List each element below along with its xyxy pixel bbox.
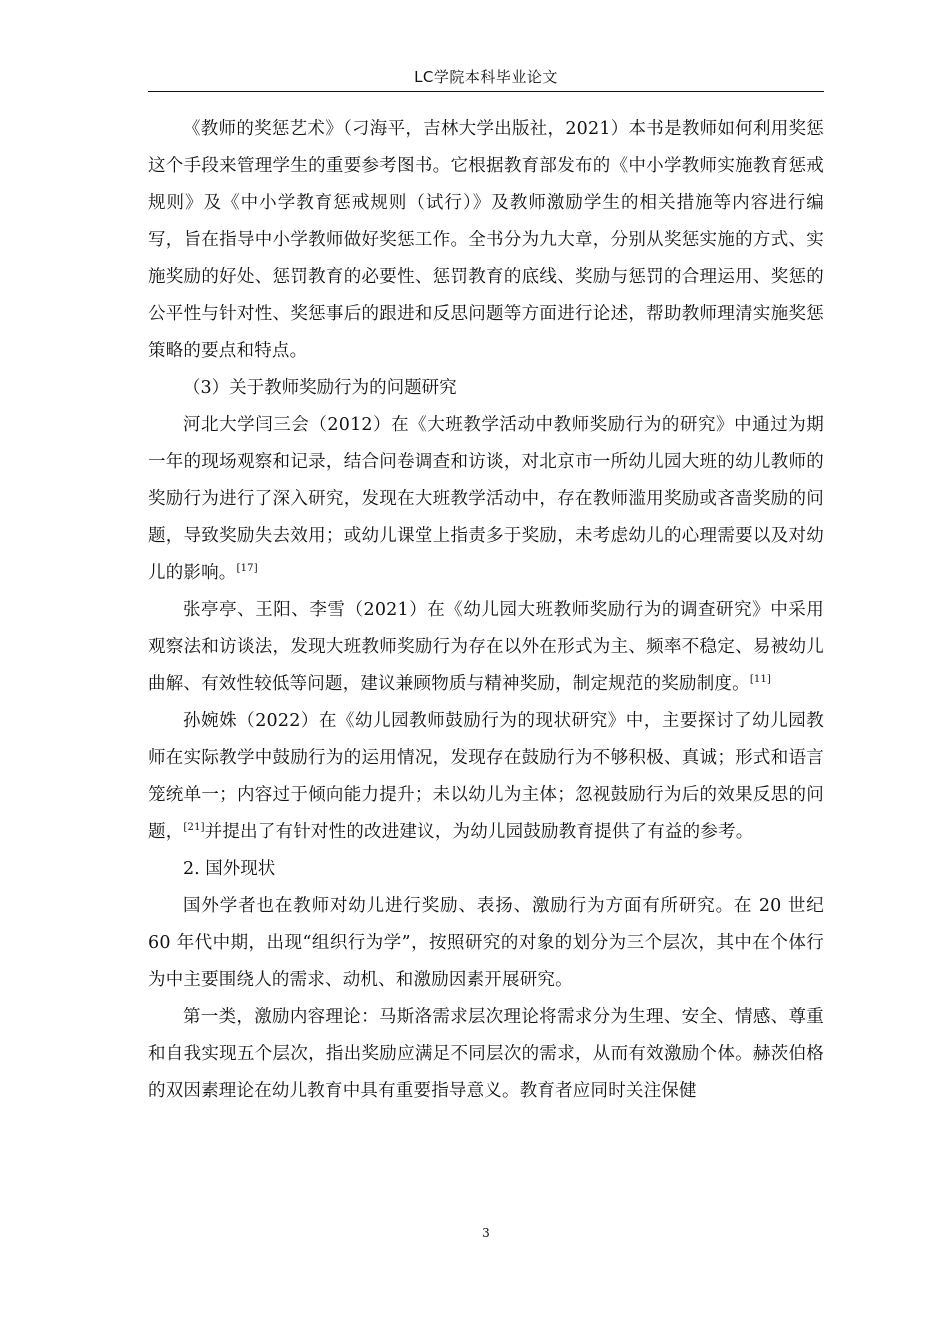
paragraph-sun-wanshu	[148, 703, 824, 851]
citation-21: [21]	[183, 822, 205, 834]
paragraph-yan-text: 河北大学闫三会（2012）在《大班教学活动中教师奖励行为的研究》中通过为期一年的现场观察和记录，结合问卷调查和访谈，对北京市一所幼儿园大班的幼儿教师的奖励行为进行了深入研究，发现在大班教学活动中，存在教师滥用奖励或吝啬奖励的问题，导致奖励失去效用；或幼儿课堂上指责多于奖励，未考虑幼儿的心理需要以及对幼儿的影响。	[148, 415, 824, 583]
citation-11: [11]	[749, 674, 772, 686]
paragraph-book-review: 《教师的奖惩艺术》（刁海平，吉林大学出版社，2021）本书是教师如何利用奖惩这个手段来管理学生的重要参考图书。它根据教育部发布的《中小学教师实施教育惩戒规则》及《中小学教育惩戒规则（试行）》及教师激励学生的相关措施等内容进行编写，旨在指导中小学教师做好奖惩工作。全书分为九大章，分别从奖惩实施的方式、实施奖励的好处、惩罚教育的必要性、惩罚教育的底线、奖励与惩罚的合理运用、奖惩的公平性与针对性、奖惩事后的跟进和反思问题等方面进行论述，帮助教师理清实施奖惩策略的要点和特点。	[148, 119, 824, 361]
page-header-title: LC学院本科毕业论文	[414, 68, 558, 86]
header-rule	[148, 91, 824, 92]
page-number: 3	[482, 1226, 490, 1240]
subheading-reward-research: （3）关于教师奖励行为的问题研究	[183, 378, 457, 398]
paragraph-yan-sanhui	[148, 407, 824, 592]
paragraph-sun-text-after: 并提出了有针对性的改进建议，为幼儿园鼓励教育提供了有益的参考。	[204, 822, 754, 842]
citation-17: [17]	[236, 563, 258, 575]
paragraph-foreign-status: 国外学者也在教师对幼儿进行奖励、表扬、激励行为方面有所研究。在 20 世纪 60 年代中期，出现“组织行为学”，按照研究的对象的划分为三个层次，其中在个体行为中主要围绕人的需求、动机、和激励因素开展研究。	[148, 896, 824, 990]
paragraph-zhang-tingting	[148, 592, 824, 703]
section-heading-foreign: 2. 国外现状	[183, 859, 276, 879]
body-text	[148, 111, 824, 1110]
paragraph-sun-text-before: 孙婉姝（2022）在《幼儿园教师鼓励行为的现状研究》中，主要探讨了幼儿园教师在实际教学中鼓励行为的运用情况，发现存在鼓励行为不够积极、真诚；形式和语言笼统单一；内容过于倾向能力提升；未以幼儿为主体；忽视鼓励行为后的效果反思的问题，	[148, 711, 824, 842]
paragraph-first-category: 第一类，激励内容理论：马斯洛需求层次理论将需求分为生理、安全、情感、尊重和自我实现五个层次，指出奖励应满足不同层次的需求，从而有效激励个体。赫茨伯格的双因素理论在幼儿教育中具有重要指导意义。教育者应同时关注保健	[148, 1007, 824, 1101]
paragraph-zhang-text: 张亭亭、王阳、李雪（2021）在《幼儿园大班教师奖励行为的调查研究》中采用观察法和访谈法，发现大班教师奖励行为存在以外在形式为主、频率不稳定、易被幼儿曲解、有效性较低等问题，建议兼顾物质与精神奖励，制定规范的奖励制度。	[148, 600, 824, 694]
